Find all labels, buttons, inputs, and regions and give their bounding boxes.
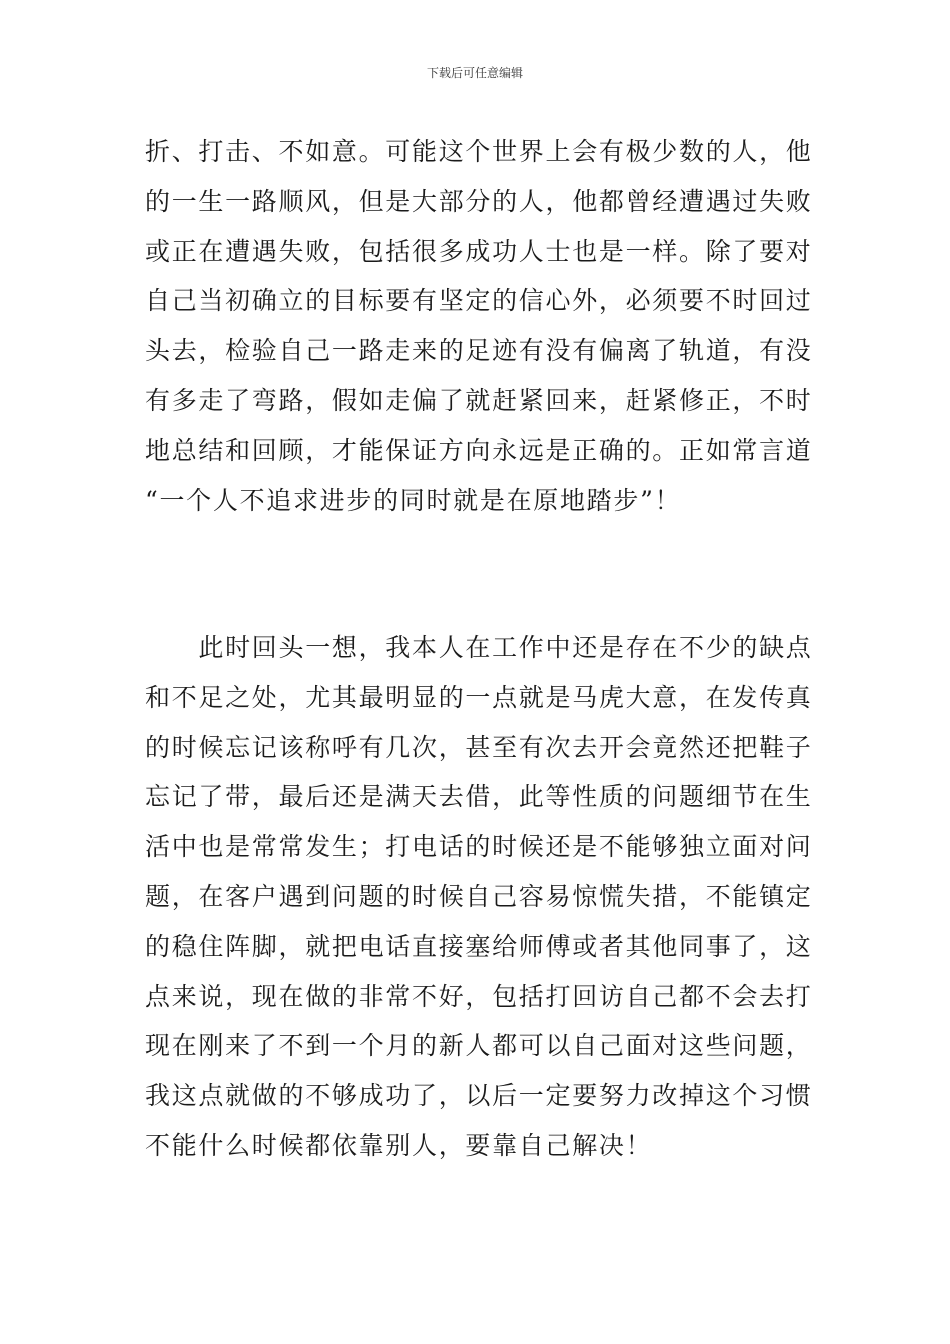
page-header: 下载后可任意编辑 — [426, 66, 523, 80]
text-line: 地总结和回顾，才能保证方向永远是正确的。正如常言道 — [145, 435, 813, 465]
text-line: “一个人不追求进步的同时就是在原地踏步”！ — [145, 485, 682, 515]
text-line: 自己当初确立的目标要有坚定的信心外，必须要不时回过 — [145, 286, 813, 316]
body-paragraph-1 — [145, 127, 813, 525]
text-line: 的稳住阵脚，就把电话直接塞给师傅或者其他同事了，这 — [145, 931, 813, 961]
text-line: 的一生一路顺风，但是大部分的人，他都曾经遭遇过失败 — [145, 186, 813, 216]
text-line: 我这点就做的不够成功了，以后一定要努力改掉这个习惯 — [145, 1081, 813, 1111]
text-line: 头去，检验自己一路走来的足迹有没有偏离了轨道，有没 — [145, 336, 813, 366]
text-line: 现在刚来了不到一个月的新人都可以自己面对这些问题， — [145, 1031, 813, 1061]
text-line: 点来说，现在做的非常不好，包括打回访自己都不会去打 — [145, 981, 813, 1011]
text-line: 不能什么时候都依靠别人，要靠自己解决！ — [145, 1130, 653, 1160]
text-line: 此时回头一想，我本人在工作中还是存在不少的缺点 — [145, 633, 813, 662]
text-line: 活中也是常常发生；打电话的时候还是不能够独立面对问 — [145, 832, 813, 862]
text-line: 折、打击、不如意。可能这个世界上会有极少数的人，他 — [145, 137, 813, 166]
text-line: 和不足之处，尤其最明显的一点就是马虎大意，在发传真 — [145, 682, 813, 712]
body-paragraph-2 — [145, 623, 813, 1171]
text-line: 忘记了带，最后还是满天去借，此等性质的问题细节在生 — [145, 782, 813, 812]
text-line: 有多走了弯路，假如走偏了就赶紧回来，赶紧修正，不时 — [145, 385, 813, 415]
text-line: 的时候忘记该称呼有几次，甚至有次去开会竟然还把鞋子 — [145, 732, 813, 762]
text-line: 题，在客户遇到问题的时候自己容易惊慌失措，不能镇定 — [145, 881, 813, 911]
text-line: 或正在遭遇失败，包括很多成功人士也是一样。除了要对 — [145, 236, 813, 266]
